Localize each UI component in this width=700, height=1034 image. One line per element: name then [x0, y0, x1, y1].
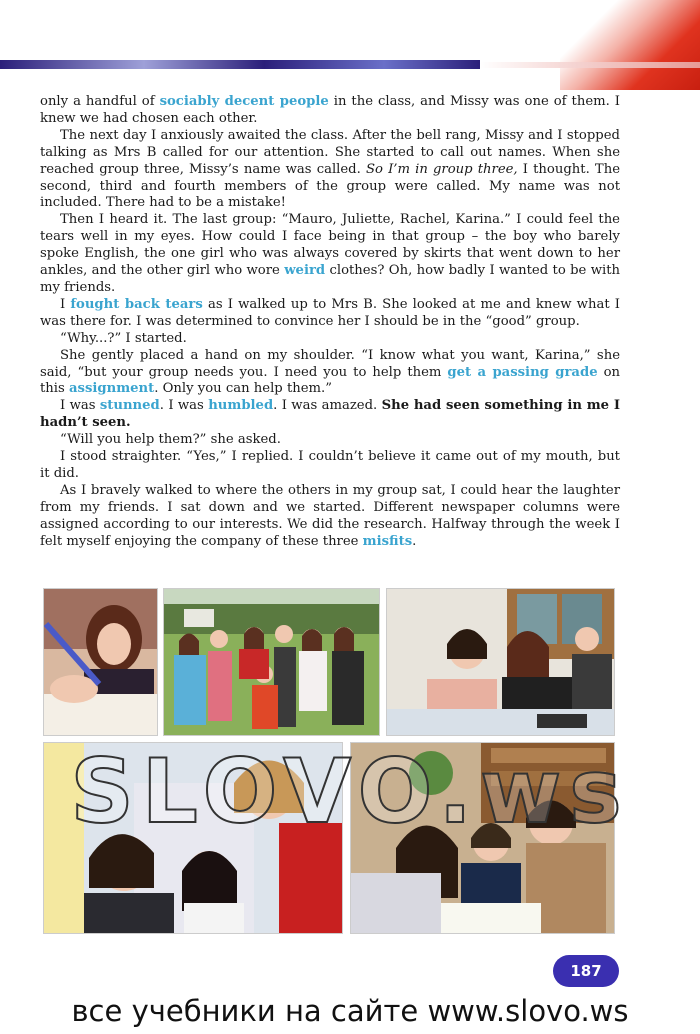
photo-group-outdoors [163, 588, 380, 736]
page-header [0, 0, 700, 90]
header-stripe [0, 60, 480, 69]
keyword: fought back tears [70, 296, 203, 312]
keyword: stunned [99, 398, 160, 414]
photo-girl-writing [43, 588, 158, 736]
story-text [40, 94, 620, 550]
paragraph-7: I was stunned. I was humbled. I was amazed. She had seen something in me I hadn’t seen. [40, 398, 620, 431]
paragraph-5: “Why...?” I started. [60, 330, 187, 346]
paragraph-8: “Will you help them?” she asked. [60, 432, 281, 448]
paragraph-10: As I bravely walked to where the others in my group sat, I could hear the laughter from my friends. I sat down and we started. Different newspaper columns were assigned according to our interests. We did the research. Halfway through the week I felt myself enjoying the company of these three misfits. [40, 482, 620, 549]
page-number: 187 [553, 955, 619, 987]
header-corner-decoration [560, 0, 700, 90]
paragraph-6: She gently placed a hand on my shoulder. “I know what you want, Karina,” she said, “but your group needs you. I need you to help them get a passing grade on this assignment. Only you can help them.” [40, 347, 621, 397]
keyword: humbled [208, 398, 274, 414]
paragraph-9: I stood straighter. “Yes,” I replied. I couldn’t believe it came out of my mouth, but it did. [40, 449, 620, 481]
paragraph-3: Then I heard it. The last group: “Mauro, Juliette, Rachel, Karina.” I could feel the tears well in my eyes. How could I face being in that group – the boy who barely spoke English, the one girl who was always covered by skirts that went down to her ankles, and the other girl who wore weird clothes? Oh, how badly I wanted to be with my friends. [40, 212, 620, 295]
keyword: weird [284, 263, 326, 279]
paragraph-1: only a handful of sociably decent people in the class, and Missy was one of them. I knew we had chosen each other. [40, 94, 621, 126]
paragraph-4: I fought back tears as I walked up to Mrs B. She looked at me and knew what I was there for. I was determined to convince her I should be in the “good” group. [40, 296, 620, 329]
watermark: SLOVO.ws [70, 740, 630, 843]
header-stripe-fade [480, 62, 700, 68]
keyword: misfits [362, 533, 413, 549]
paragraph-2: The next day I anxiously awaited the class. After the bell rang, Missy and I stopped talking as Mrs B called for our attention. She started to call out names. When she reached group three, Missy’s name was called. So I’m in group three, I thought. The second, third and fourth members of the group were called. My name was not included. There had to be a mistake! [40, 127, 620, 211]
keyword: get a passing grade [447, 364, 598, 380]
keyword: sociably decent people [159, 94, 329, 109]
keyword: assignment [68, 381, 155, 397]
footer-link-text[interactable]: все учебники на сайте www.slovo.ws [71, 994, 629, 1028]
photo-students-desk [386, 588, 615, 736]
